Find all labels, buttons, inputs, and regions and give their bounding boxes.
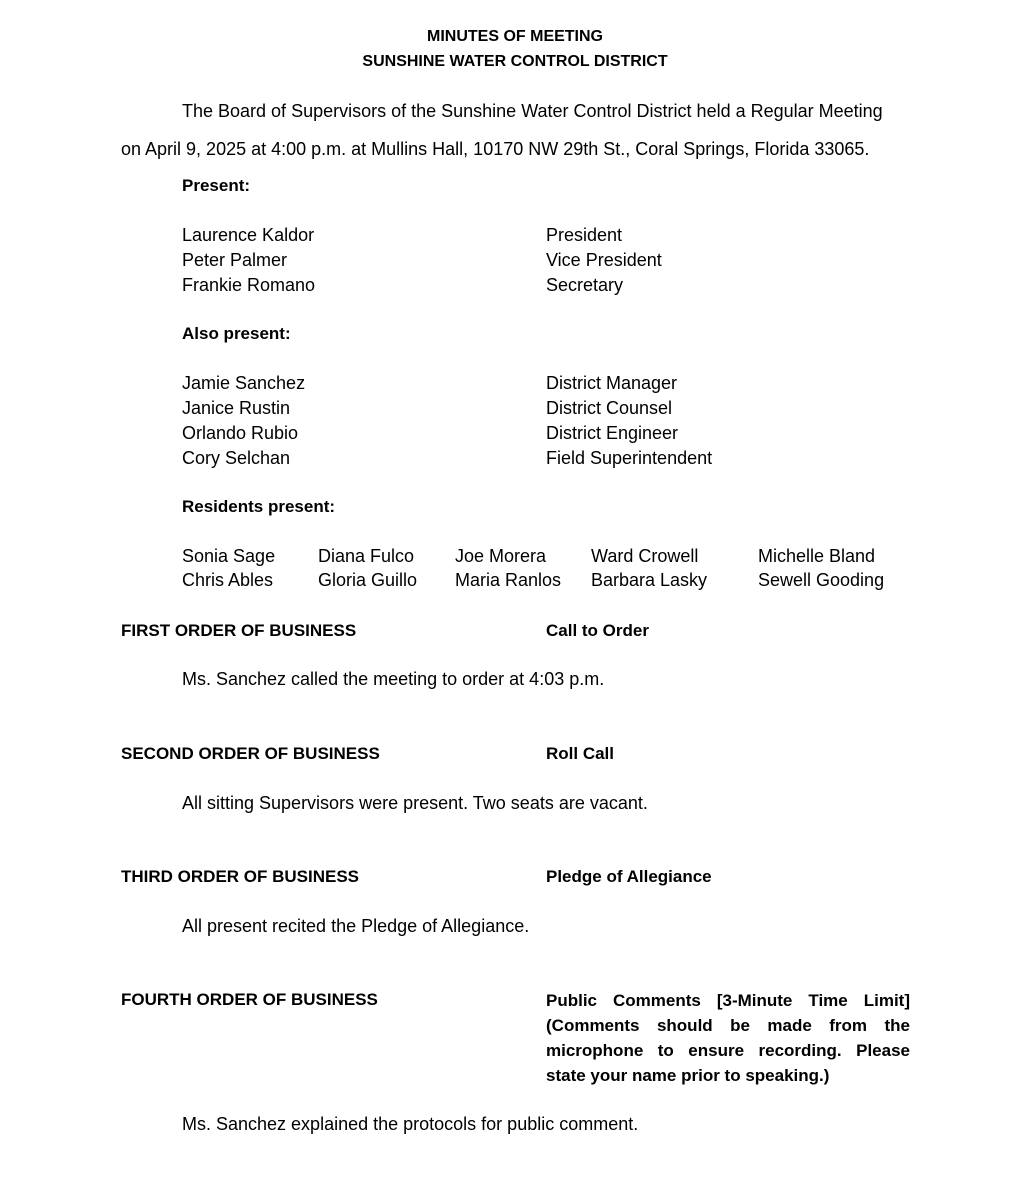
business-order-heading: FIRST ORDER OF BUSINESS (121, 621, 357, 640)
topic-line: (Comments should be made from the (546, 1016, 910, 1035)
staff-role: District Engineer (546, 423, 679, 443)
present-role: Secretary (546, 275, 624, 295)
also-present-heading: Also present: (182, 324, 291, 343)
resident-name: Ward Crowell (591, 546, 699, 566)
present-heading: Present: (182, 176, 251, 195)
resident-name: Gloria Guillo (318, 570, 418, 590)
resident-name: Barbara Lasky (591, 570, 708, 590)
staff-name: Janice Rustin (182, 398, 291, 418)
resident-name: Sewell Gooding (758, 570, 885, 590)
present-name: Laurence Kaldor (182, 225, 315, 245)
resident-name: Sonia Sage (182, 546, 276, 566)
topic-line: state your name prior to speaking.) (546, 1066, 830, 1085)
staff-role: District Counsel (546, 398, 673, 418)
present-name: Frankie Romano (182, 275, 316, 295)
business-topic-public-comments (546, 988, 910, 1088)
business-minutes-text: Ms. Sanchez called the meeting to order at 4:03 p.m. (182, 669, 605, 689)
intro-line-1: The Board of Supervisors of the Sunshine Water Control District held a Regular Meeting (182, 101, 883, 121)
staff-role: District Manager (546, 373, 678, 393)
present-role: Vice President (546, 250, 662, 270)
document-title-line1: MINUTES OF MEETING (427, 28, 603, 45)
business-order-heading: SECOND ORDER OF BUSINESS (121, 744, 380, 763)
business-minutes-text: Ms. Sanchez explained the protocols for public comment. (182, 1114, 639, 1134)
business-order-heading: FOURTH ORDER OF BUSINESS (121, 990, 378, 1009)
intro-line-2: on April 9, 2025 at 4:00 p.m. at Mullins Hall, 10170 NW 29th St., Coral Springs, Florida 33065. (121, 139, 870, 159)
resident-name: Michelle Bland (758, 546, 876, 566)
staff-name: Orlando Rubio (182, 423, 299, 443)
topic-line: microphone to ensure recording. Please (546, 1041, 910, 1060)
present-role: President (546, 225, 623, 245)
resident-name: Joe Morera (455, 546, 547, 566)
resident-name: Diana Fulco (318, 546, 415, 566)
staff-name: Cory Selchan (182, 448, 291, 468)
business-minutes-text: All present recited the Pledge of Allegiance. (182, 916, 530, 936)
business-topic: Roll Call (546, 744, 615, 763)
business-topic: Pledge of Allegiance (546, 867, 712, 886)
resident-name: Chris Ables (182, 570, 274, 590)
residents-heading: Residents present: (182, 497, 336, 516)
present-name: Peter Palmer (182, 250, 288, 270)
staff-role: Field Superintendent (546, 448, 713, 468)
business-order-heading: THIRD ORDER OF BUSINESS (121, 867, 360, 886)
resident-name: Maria Ranlos (455, 570, 562, 590)
document-title-line2: SUNSHINE WATER CONTROL DISTRICT (362, 53, 668, 70)
business-topic: Call to Order (546, 621, 649, 640)
staff-name: Jamie Sanchez (182, 373, 306, 393)
business-minutes-text: All sitting Supervisors were present. Two seats are vacant. (182, 793, 648, 813)
topic-line: Public Comments [3-Minute Time Limit] (546, 991, 910, 1010)
